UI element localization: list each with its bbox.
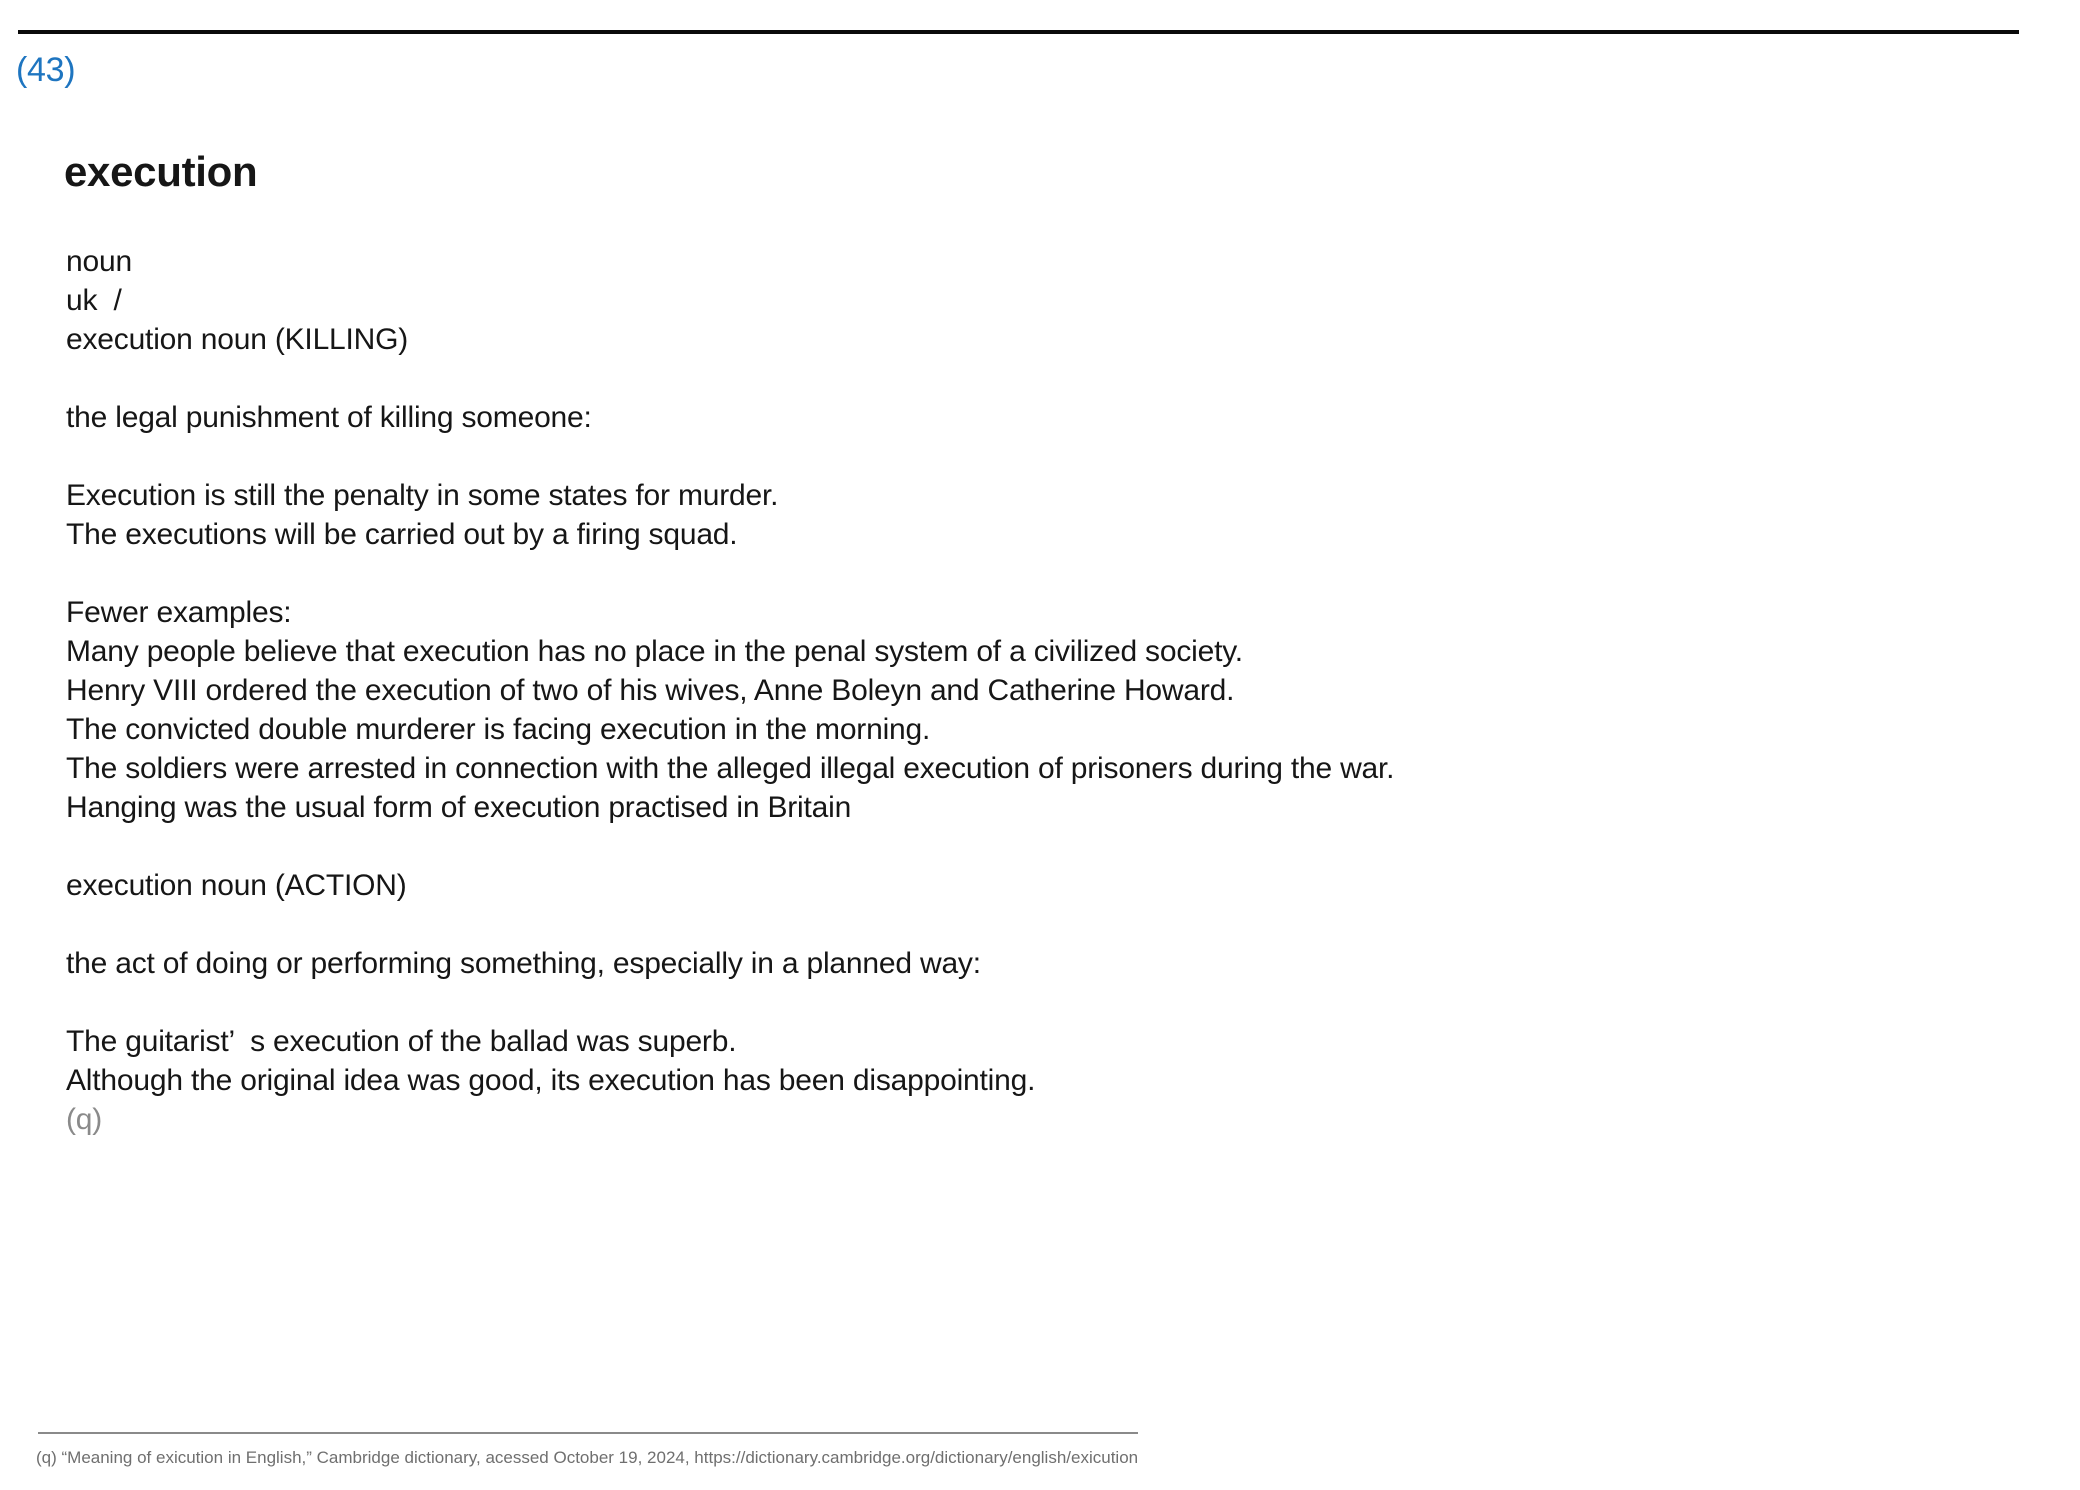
body-line: the act of doing or performing something, especially in a planned way: [66,947,981,980]
body-line: The soldiers were arrested in connection with the alleged illegal execution of prisoners during the war. [66,752,1395,785]
body-line: The convicted double murderer is facing execution in the morning. [66,713,931,746]
body-line: Hanging was the usual form of execution practised in Britain [66,791,852,824]
body-line [66,827,2026,866]
body-line [66,437,2026,476]
footer-citation: (q) “Meaning of exicution in English,” Cambridge dictionary, acessed October 19, 2024, https://dictionary.cambridge.org/dictionary/english/exicution [36,1448,1139,1467]
body-line: Henry VIII ordered the execution of two of his wives, Anne Boleyn and Catherine Howard. [66,674,1235,707]
body-line [66,905,2026,944]
body-line: the legal punishment of killing someone: [66,401,592,434]
body-line [66,983,2026,1022]
body-line: Execution is still the penalty in some states for murder. [66,479,779,512]
body-line: uk / [66,284,122,317]
definition-body [66,242,2026,1139]
body-line: execution noun (ACTION) [66,869,407,902]
page-title: execution [64,148,258,195]
body-line: execution noun (KILLING) [66,323,409,356]
page-number: (43) [16,51,76,89]
body-line: The guitarist’ s execution of the ballad was superb. [66,1025,737,1058]
top-rule [18,30,2019,34]
body-line: Many people believe that execution has no place in the penal system of a civilized society. [66,635,1243,668]
footer-rule [38,1432,1138,1434]
body-line [66,554,2026,593]
body-line: The executions will be carried out by a firing squad. [66,518,738,551]
body-line: (q) [66,1103,103,1136]
body-line: Although the original idea was good, its execution has been disappointing. [66,1064,1036,1097]
body-line: noun [66,245,132,278]
body-line [66,359,2026,398]
body-line: Fewer examples: [66,596,292,629]
